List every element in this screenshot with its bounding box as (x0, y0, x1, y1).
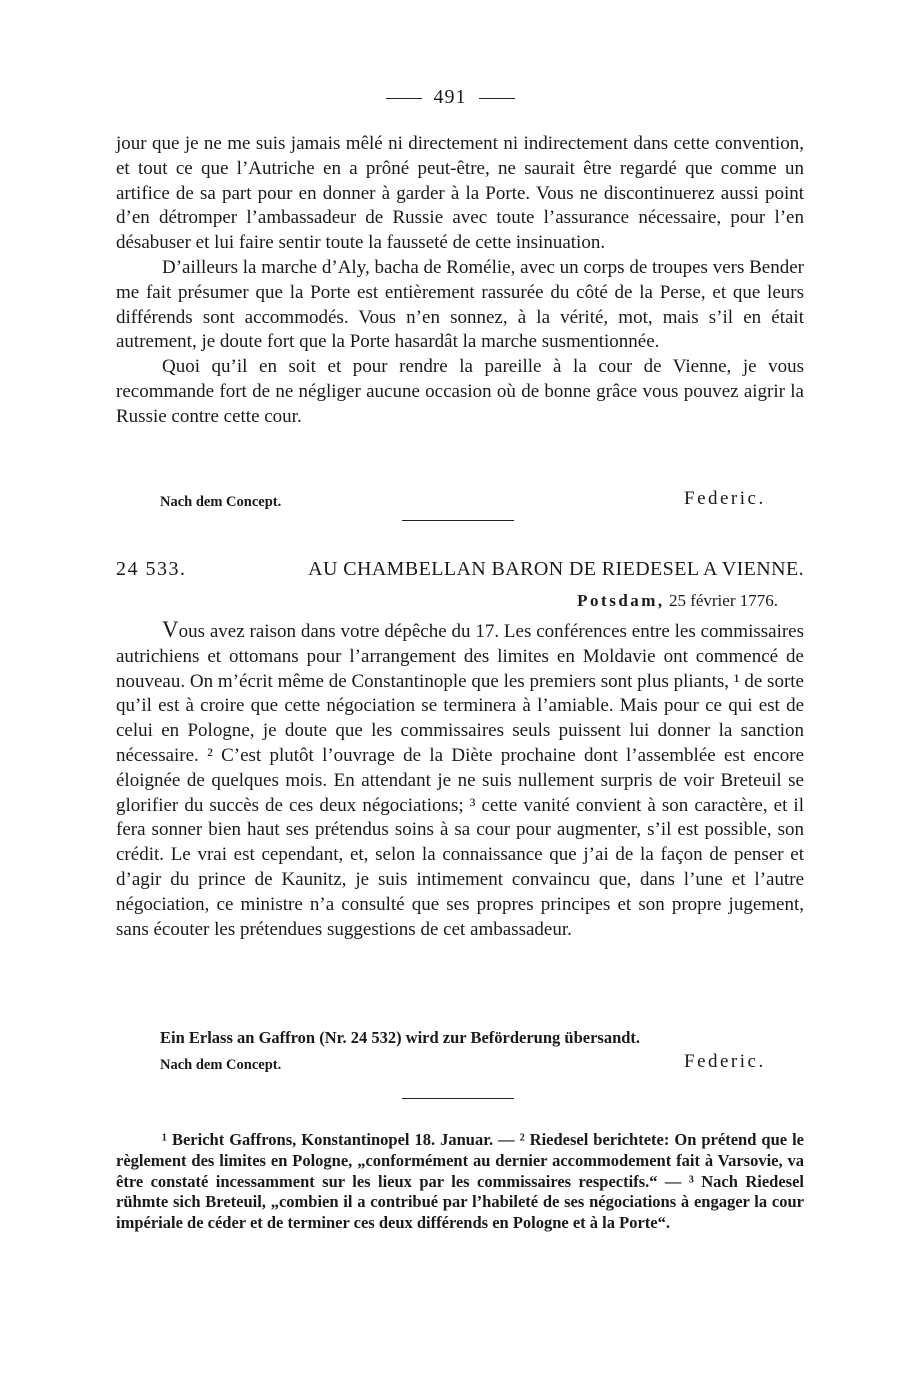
letter-one-body (116, 132, 804, 430)
footnotes (116, 1130, 804, 1234)
letter-two-initial: V (162, 617, 179, 642)
page-number: 491 (433, 86, 467, 108)
letter-two-paragraph (116, 618, 804, 942)
section-divider (402, 520, 514, 521)
letter-one-source: Nach dem Concept. (160, 494, 282, 510)
letter-two-text: ous avez raison dans votre dépêche du 17. Les conférences entre les commissaires autrichiens et ottomans pour l’arrangement des limites en Moldavie ont commencé de nouveau. On m’écrit même de Constantinople que les premiers sont plus pliants, ¹ de sorte qu’il est à croire que cette négociation se terminera à l’amiable. Mais pour ce qui est de celui en Pologne, je doute que les commissaires seuls puissent lui donner la sanction nécessaire. ² C’est plutôt l’ouvrage de la Diète prochaine dont l’assemblée est encore éloignée de quelques mois. En attendant je ne suis nullement surpris de voir Breteuil se glorifier du succès de ces deux négociations; ³ cette vanité convient à son caractère, et il fera sonner bien haut ses prétendus soins à sa cour pour augmenter, s’il est possible, son crédit. Le vrai est cependant, et, selon la connaissance que j’ai de la façon de penser et d’agir du prince de Kaunitz, je suis intimement convaincu que, dans l’une et l’autre négociation, ce ministre n’a consulté que ses propres principes et son propre jugement, sans écouter les prétendues suggestions de cet ambassadeur. (116, 621, 804, 940)
letter-title: AU CHAMBELLAN BARON DE RIEDESEL A VIENNE. (308, 558, 804, 580)
letter-two-source: Nach dem Concept. (160, 1057, 282, 1073)
letter-one-paragraph-1: jour que je ne me suis jamais mêlé ni directement ni indirectement dans cette convention, et tout ce que l’Autriche en a prôné peut-être, ne saurait être regardé que comme un artifice de sa part pour en donner à garder à la Porte. Vous ne discontinuerez aussi point d’en détromper l’ambassadeur de Russie avec toute l’assurance nécessaire, pour l’en désabuser et lui faire sentir toute la fausseté de cette insinuation. (116, 133, 804, 254)
letter-one-paragraph-2: D’ailleurs la marche d’Aly, bacha de Romélie, avec un corps de troupes vers Bender me fait présumer que la Porte est entièrement rassurée du côté de la Perse, et que leurs différends sont accommodés. Vous n’en sonnez, à la vérité, mot, mais s’il en était autrement, je doute fort que la Porte hasardât la marche susmentionnée. (116, 256, 804, 353)
letter-two-body (116, 618, 804, 942)
dateline-date: 25 février 1776. (668, 591, 778, 610)
footnote-divider (402, 1098, 514, 1099)
letter-number: 24 533. (116, 558, 187, 580)
page-number-dash-left (386, 98, 422, 99)
letter-one-paragraph-3: Quoi qu’il en soit et pour rendre la pareille à la cour de Vienne, je vous recommande fort de ne négliger aucune occasion où de bonne grâce vous pouvez aigrir la Russie contre cette cour. (116, 356, 804, 427)
letter-two-note: Ein Erlass an Gaffron (Nr. 24 532) wird zur Beförderung übersandt. (160, 1028, 641, 1047)
letter-dateline (577, 591, 778, 611)
page-number-line (0, 86, 900, 109)
letter-two-heading (116, 558, 804, 581)
letter-two-signature: Federic. (684, 1051, 766, 1072)
dateline-place: Potsdam, (577, 591, 665, 610)
letter-one-signature: Federic. (684, 488, 766, 509)
footnotes-text: ¹ Bericht Gaffrons, Konstantinopel 18. Januar. — ² Riedesel berichtete: On prétend que le règlement des limites en Pologne, „conformément au dernier accommodement fait à Varsovie, va être constaté incessamment sur les lieux par les commissaires respectifs.“ — ³ Nach Riedesel rühmte sich Breteuil, „combien il a contribué par l’habileté de ses négociations à engager la cour impériale de céder et de terminer ces deux différends en Pologne et à la Porte“. (116, 1130, 804, 1233)
page-number-dash-right (479, 98, 515, 99)
